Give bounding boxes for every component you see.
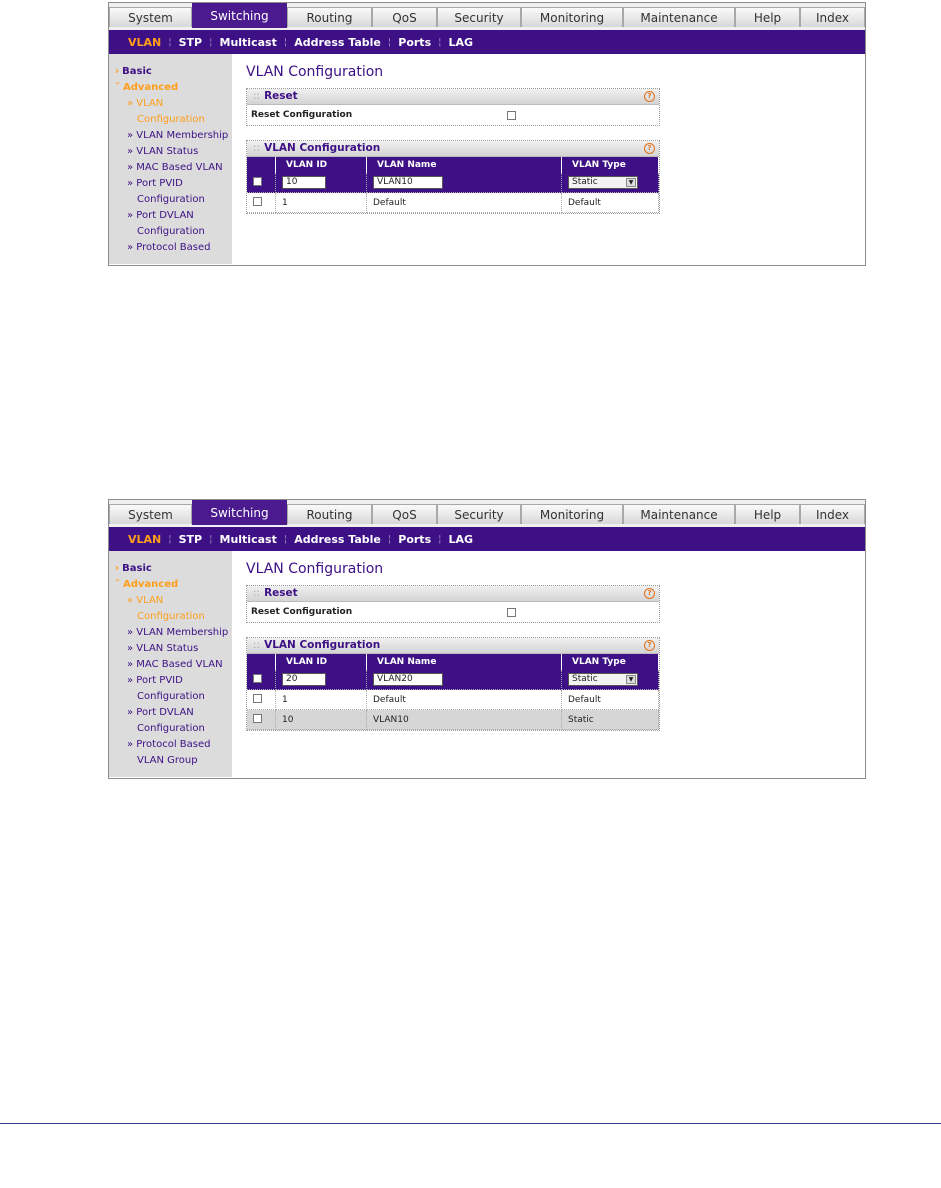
- sidebar-item-port-dvlan[interactable]: » Port DVLAN Configuration: [127, 210, 205, 237]
- row-select-checkbox[interactable]: [253, 197, 262, 206]
- vlan-config-panel-header: :: VLAN Configuration ?: [247, 141, 659, 157]
- table-row-new-entry: [247, 173, 659, 193]
- column-header-vlan-name: VLAN Name: [367, 654, 562, 670]
- cell-vlan-type: Static: [562, 710, 659, 730]
- chevron-right-icon: ›: [115, 66, 120, 77]
- subnav-lag[interactable]: LAG: [448, 35, 474, 49]
- vlan-table: [247, 654, 659, 730]
- column-header-vlan-id: VLAN ID: [276, 157, 367, 173]
- sidebar: [109, 551, 232, 777]
- chevron-down-icon: ˅: [115, 579, 120, 590]
- column-header-vlan-type: VLAN Type: [562, 157, 659, 173]
- sidebar: [109, 54, 232, 264]
- vlan-id-input[interactable]: 20: [282, 673, 326, 686]
- page-title: VLAN Configuration: [246, 64, 384, 80]
- tab-monitoring[interactable]: Monitoring: [521, 7, 623, 27]
- tab-qos[interactable]: QoS: [372, 504, 437, 524]
- tab-qos[interactable]: QoS: [372, 7, 437, 27]
- footer-rule: [0, 1123, 941, 1124]
- vlan-id-input[interactable]: 10: [282, 176, 326, 189]
- tab-help[interactable]: Help: [735, 504, 800, 524]
- tab-index[interactable]: Index: [800, 7, 865, 27]
- cell-vlan-type: Default: [562, 193, 659, 213]
- reset-panel-header: :: Reset ?: [247, 586, 659, 602]
- reset-configuration-label: Reset Configuration: [251, 607, 353, 617]
- tab-monitoring[interactable]: Monitoring: [521, 504, 623, 524]
- column-header-vlan-type: VLAN Type: [562, 654, 659, 670]
- row-select-checkbox[interactable]: [253, 674, 262, 683]
- tab-help[interactable]: Help: [735, 7, 800, 27]
- vlan-config-panel: [246, 637, 660, 731]
- cell-vlan-type: Default: [562, 690, 659, 710]
- sidebar-item-vlan-configuration[interactable]: » VLAN Configuration: [127, 595, 205, 622]
- screenshot-1: [108, 2, 866, 266]
- vlan-name-input[interactable]: VLAN20: [373, 673, 443, 686]
- sidebar-advanced[interactable]: ˅ Advanced: [115, 579, 179, 590]
- cell-vlan-id: 10: [276, 710, 367, 730]
- tab-maintenance[interactable]: Maintenance: [623, 7, 735, 27]
- sub-nav-bar: VLAN ¦ STP ¦ Multicast ¦ Address Table ¦ Ports ¦ LAG: [109, 527, 865, 551]
- help-icon[interactable]: ?: [644, 640, 655, 651]
- sidebar-basic[interactable]: › Basic: [115, 66, 152, 77]
- subnav-vlan[interactable]: VLAN: [128, 532, 162, 546]
- chevron-down-icon: ▼: [626, 675, 636, 684]
- chevron-right-icon: ›: [115, 563, 120, 574]
- tab-routing[interactable]: Routing: [287, 504, 372, 524]
- sub-nav-bar: VLAN ¦ STP ¦ Multicast ¦ Address Table ¦ Ports ¦ LAG: [109, 30, 865, 54]
- cell-vlan-name: VLAN10: [367, 710, 562, 730]
- vlan-config-panel-header: :: VLAN Configuration ?: [247, 638, 659, 654]
- reset-configuration-checkbox[interactable]: [507, 608, 516, 617]
- vlan-name-input[interactable]: VLAN10: [373, 176, 443, 189]
- chevron-down-icon: ˅: [115, 82, 120, 93]
- tab-switching[interactable]: Switching: [192, 3, 287, 28]
- help-icon[interactable]: ?: [644, 91, 655, 102]
- sidebar-item-port-dvlan[interactable]: » Port DVLAN Configuration: [127, 707, 205, 734]
- sidebar-item-vlan-membership[interactable]: » VLAN Membership: [127, 130, 229, 141]
- cell-vlan-id: 1: [276, 193, 367, 213]
- subnav-ports[interactable]: Ports: [398, 532, 432, 546]
- table-row: [247, 193, 659, 213]
- sidebar-item-port-pvid[interactable]: » Port PVID Configuration: [127, 675, 205, 702]
- chevron-down-icon: ▼: [626, 178, 636, 187]
- row-select-checkbox[interactable]: [253, 714, 262, 723]
- vlan-table: [247, 157, 659, 213]
- reset-panel-header: :: Reset ?: [247, 89, 659, 105]
- sidebar-item-protocol-based-vlan-group[interactable]: » Protocol Based VLAN Group: [127, 739, 211, 766]
- row-select-checkbox[interactable]: [253, 177, 262, 186]
- subnav-address-table[interactable]: Address Table: [294, 35, 381, 49]
- screenshot-2: [108, 499, 866, 779]
- row-select-checkbox[interactable]: [253, 694, 262, 703]
- tab-security[interactable]: Security: [437, 7, 521, 27]
- main-content: [232, 54, 865, 264]
- reset-panel: [246, 585, 660, 623]
- reset-panel: [246, 88, 660, 126]
- sidebar-item-mac-based-vlan[interactable]: » MAC Based VLAN: [127, 162, 223, 173]
- tab-index[interactable]: Index: [800, 504, 865, 524]
- sidebar-item-vlan-configuration[interactable]: » VLAN Configuration: [127, 98, 205, 125]
- tab-routing[interactable]: Routing: [287, 7, 372, 27]
- subnav-multicast[interactable]: Multicast: [219, 35, 277, 49]
- column-header-vlan-id: VLAN ID: [276, 654, 367, 670]
- tab-security[interactable]: Security: [437, 504, 521, 524]
- sidebar-item-vlan-membership[interactable]: » VLAN Membership: [127, 627, 229, 638]
- vlan-type-select[interactable]: Static ▼: [568, 673, 638, 686]
- sidebar-item-vlan-status[interactable]: » VLAN Status: [127, 643, 199, 654]
- subnav-stp[interactable]: STP: [178, 532, 203, 546]
- cell-vlan-name: Default: [367, 193, 562, 213]
- subnav-ports[interactable]: Ports: [398, 35, 432, 49]
- help-icon[interactable]: ?: [644, 143, 655, 154]
- main-content: [232, 551, 865, 777]
- subnav-vlan[interactable]: VLAN: [128, 35, 162, 49]
- table-row: [247, 690, 659, 710]
- main-tab-bar: [109, 3, 865, 30]
- sidebar-item-mac-based-vlan[interactable]: » MAC Based VLAN: [127, 659, 223, 670]
- subnav-multicast[interactable]: Multicast: [219, 532, 277, 546]
- vlan-config-panel: [246, 140, 660, 214]
- reset-configuration-label: Reset Configuration: [251, 110, 353, 120]
- table-row-new-entry: [247, 670, 659, 690]
- sidebar-item-port-pvid[interactable]: » Port PVID Configuration: [127, 178, 205, 205]
- help-icon[interactable]: ?: [644, 588, 655, 599]
- main-tab-bar: [109, 500, 865, 527]
- table-row: [247, 710, 659, 730]
- tab-system[interactable]: System: [109, 7, 192, 27]
- subnav-lag[interactable]: LAG: [448, 532, 474, 546]
- sidebar-item-vlan-status[interactable]: » VLAN Status: [127, 146, 199, 157]
- tab-maintenance[interactable]: Maintenance: [623, 504, 735, 524]
- reset-configuration-checkbox[interactable]: [507, 111, 516, 120]
- vlan-type-select[interactable]: Static ▼: [568, 176, 638, 189]
- sidebar-item-protocol-based[interactable]: » Protocol Based: [127, 242, 211, 253]
- tab-system[interactable]: System: [109, 504, 192, 524]
- cell-vlan-id: 1: [276, 690, 367, 710]
- column-header-vlan-name: VLAN Name: [367, 157, 562, 173]
- sidebar-basic[interactable]: › Basic: [115, 563, 152, 574]
- subnav-stp[interactable]: STP: [178, 35, 203, 49]
- sidebar-advanced[interactable]: ˅ Advanced: [115, 82, 179, 93]
- page-title: VLAN Configuration: [246, 561, 384, 577]
- subnav-address-table[interactable]: Address Table: [294, 532, 381, 546]
- tab-switching[interactable]: Switching: [192, 500, 287, 525]
- cell-vlan-name: Default: [367, 690, 562, 710]
